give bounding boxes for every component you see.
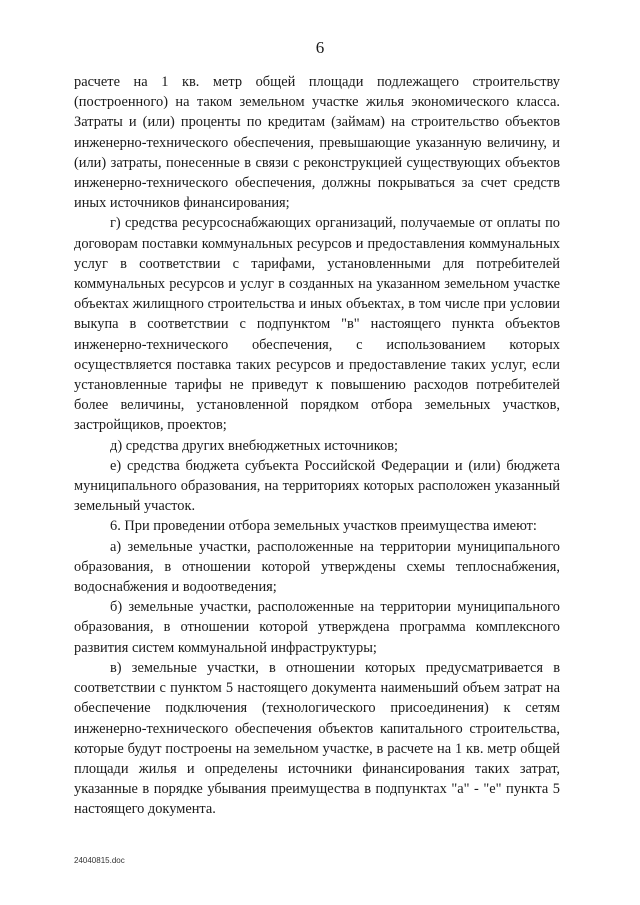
document-body	[74, 72, 560, 820]
paragraph-item-a: а) земельные участки, расположенные на территории муниципального образования, в отношении которой утверждены схемы теплоснабжения, водоснабжения и водоотведения;	[74, 538, 560, 596]
footer-filename: 24040815.doc	[74, 856, 125, 865]
paragraph-section-6: 6. При проведении отбора земельных участков преимущества имеют:	[110, 518, 537, 535]
page-number: 6	[315, 38, 325, 57]
paragraph-item-g: г) средства ресурсоснабжающих организаций, получаемые от оплаты по договорам поставки коммунальных ресурсов и предоставления коммунальных услуг в соответствии с тарифами, установленными для потребителей коммунальных ресурсов и услуг в созданных на указанном земельном участке объектах жилищного строительства и иных объектах, в том числе при условии выкупа в соответствии с подпунктом "в" настоящего пункта объектов инженерно-технического обеспечения, с использованием которых осуществляется поставка таких ресурсов и предоставление таких услуг, если установленные тарифы не приведут к повышению расходов потребителей более величины, установленной порядком отбора земельных участков, застройщиков, проектов;	[74, 215, 560, 434]
paragraph-item-d: д) средства других внебюджетных источников;	[110, 437, 399, 454]
paragraph-item-e: е) средства бюджета субъекта Российской Федерации и (или) бюджета муниципального образования, на территориях которых расположен указанный земельный участок.	[74, 457, 560, 515]
paragraph-item-v: в) земельные участки, в отношении которых предусматривается в соответствии с пунктом 5 настоящего документа наименьший объем затрат на обеспечение подключения (технологического присоединения) к сетям инженерно-технического обеспечения объектов капитального строительства, которые будут построены на земельном участке, в расчете на 1 кв. метр общей площади жилья и определены источники финансирования таких затрат, указанные в порядке убывания преимущества в подпунктах "а" - "е" пункта 5 настоящего документа.	[74, 659, 560, 818]
paragraph-item-b: б) земельные участки, расположенные на территории муниципального образования, в отношении которой утверждена программа комплексного развития систем коммунальной инфраструктуры;	[74, 599, 560, 656]
paragraph-continuation: расчете на 1 кв. метр общей площади подлежащего строительству (построенного) на таком земельном участке жилья экономического класса. Затраты и (или) проценты по кредитам (займам) на строительство объектов инженерно-технического обеспечения, превышающие указанную величину, и (или) затраты, понесенные в связи с реконструкцией существующих объектов инженерно-технического обеспечения, должны покрываться за счет средств иных источников финансирования;	[74, 74, 560, 212]
